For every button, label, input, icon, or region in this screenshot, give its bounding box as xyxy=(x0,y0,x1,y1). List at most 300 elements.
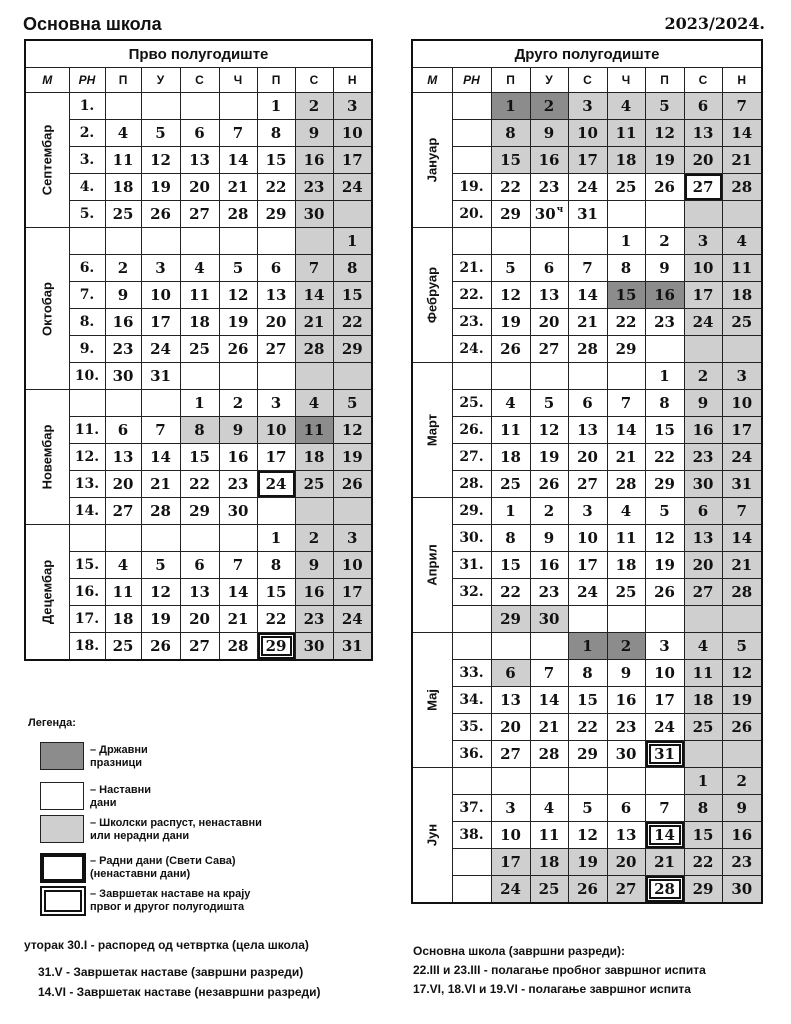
week-row xyxy=(412,606,762,633)
day-number: 18 xyxy=(112,610,134,628)
day-cell xyxy=(645,552,684,579)
week-number xyxy=(69,228,105,255)
day-cell xyxy=(491,768,530,795)
day-number: 9 xyxy=(697,394,709,412)
day-number: 17 xyxy=(341,151,363,169)
note-left-2: 31.V - Завршетак наставе (завршни разреди) xyxy=(38,965,304,979)
day-number: 23 xyxy=(692,448,714,466)
week-row xyxy=(412,93,762,120)
day-number: 9 xyxy=(543,529,555,547)
day-number: 7 xyxy=(543,664,555,682)
day-cell xyxy=(491,714,530,741)
week-row xyxy=(412,363,762,390)
day-number: 8 xyxy=(505,124,516,142)
day-number: 12 xyxy=(150,151,171,169)
day-number: 13 xyxy=(500,691,521,709)
legend-title: Легенда: xyxy=(28,717,76,729)
day-number: 3 xyxy=(582,502,593,520)
day-cell xyxy=(530,363,568,390)
day-cell xyxy=(722,795,762,822)
day-number: 2 xyxy=(697,367,709,385)
day-number: 31 xyxy=(341,637,363,655)
day-cell xyxy=(257,174,295,201)
day-cell xyxy=(645,795,684,822)
day-number: 27 xyxy=(615,880,637,898)
month-label xyxy=(412,768,452,904)
day-cell xyxy=(645,390,684,417)
day-number: 27 xyxy=(538,340,560,358)
day-number: 17 xyxy=(265,448,287,466)
day-cell xyxy=(257,336,295,363)
day-number: 11 xyxy=(615,124,637,142)
day-number: 1 xyxy=(270,529,282,547)
school-title: Основна школа xyxy=(23,14,162,34)
week-row xyxy=(25,444,372,471)
day-number: 25 xyxy=(731,313,753,331)
day-number: 3 xyxy=(736,367,747,385)
day-cell xyxy=(105,309,141,336)
day-cell xyxy=(568,552,607,579)
day-cell xyxy=(105,147,141,174)
day-cell xyxy=(568,309,607,336)
day-number: 7 xyxy=(582,259,593,277)
day-number: 16 xyxy=(303,583,325,601)
day-cell xyxy=(568,579,607,606)
day-cell xyxy=(491,498,530,525)
day-number: 12 xyxy=(731,664,753,682)
day-number: 4 xyxy=(697,637,709,655)
day-cell xyxy=(105,633,141,661)
day-cell xyxy=(333,552,372,579)
day-number: 2 xyxy=(620,637,632,655)
day-cell xyxy=(219,498,257,525)
week-row xyxy=(412,525,762,552)
day-number: 22 xyxy=(265,610,287,628)
day-cell xyxy=(722,201,762,228)
day-cell xyxy=(219,579,257,606)
legend-text xyxy=(90,744,148,770)
day-number: 30 xyxy=(615,745,637,763)
day-number: 16 xyxy=(731,826,753,844)
day-cell xyxy=(180,282,219,309)
day-number: 5 xyxy=(659,97,670,115)
week-row xyxy=(412,417,762,444)
day-cell xyxy=(295,498,333,525)
day-cell xyxy=(607,525,645,552)
day-number: 7 xyxy=(659,799,670,817)
day-cell xyxy=(333,606,372,633)
day-cell xyxy=(333,147,372,174)
day-cell xyxy=(645,363,684,390)
day-cell xyxy=(295,525,333,552)
day-cell xyxy=(645,444,684,471)
day-number: 13 xyxy=(692,124,714,142)
week-number: 38. xyxy=(452,822,491,849)
day-cell xyxy=(722,525,762,552)
day-cell xyxy=(180,255,219,282)
day-cell xyxy=(180,201,219,228)
week-row xyxy=(412,255,762,282)
day-cell xyxy=(645,660,684,687)
day-cell xyxy=(530,849,568,876)
week-number: 12. xyxy=(69,444,105,471)
day-cell xyxy=(180,417,219,444)
day-number: 9 xyxy=(659,259,670,277)
day-number: 22 xyxy=(692,853,714,871)
day-cell xyxy=(684,822,722,849)
day-cell xyxy=(257,633,295,661)
day-cell xyxy=(607,201,645,228)
day-cell xyxy=(530,687,568,714)
day-cell xyxy=(333,93,372,120)
day-number: 11 xyxy=(538,826,560,844)
week-number: 30. xyxy=(452,525,491,552)
day-number: 29 xyxy=(189,502,210,520)
day-cell xyxy=(684,363,722,390)
day-cell xyxy=(257,120,295,147)
day-number: 1 xyxy=(194,394,205,412)
day-cell xyxy=(645,282,684,309)
day-number: 2 xyxy=(736,772,747,790)
day-number: 8 xyxy=(582,664,593,682)
week-row xyxy=(412,390,762,417)
day-number: 5 xyxy=(736,637,747,655)
day-number: 30 xyxy=(538,610,560,628)
week-row xyxy=(412,201,762,228)
day-number: 19 xyxy=(654,151,675,169)
day-number: 6 xyxy=(697,502,709,520)
day-cell xyxy=(141,417,180,444)
day-cell xyxy=(684,687,722,714)
day-number: 23 xyxy=(538,583,560,601)
day-number: 24 xyxy=(341,178,363,196)
week-row xyxy=(25,525,372,552)
week-number xyxy=(452,876,491,904)
day-cell xyxy=(568,390,607,417)
day-number: 30 xyxy=(731,880,753,898)
day-number: 11 xyxy=(615,529,637,547)
day-cell xyxy=(491,471,530,498)
day-number: 20 xyxy=(265,313,287,331)
day-cell xyxy=(568,174,607,201)
day-number: 10 xyxy=(500,826,521,844)
day-number: 14 xyxy=(731,124,753,142)
month-name: Децембар xyxy=(39,559,55,625)
day-cell xyxy=(257,390,295,417)
week-number: 26. xyxy=(452,417,491,444)
week-number: 25. xyxy=(452,390,491,417)
day-number: 4 xyxy=(505,394,516,412)
day-cell xyxy=(141,606,180,633)
day-number: 24 xyxy=(731,448,753,466)
day-cell xyxy=(491,417,530,444)
day-cell xyxy=(607,282,645,309)
day-cell xyxy=(530,120,568,147)
day-cell xyxy=(568,282,607,309)
day-cell xyxy=(684,525,722,552)
column-header: С xyxy=(568,68,607,93)
week-number: 4. xyxy=(69,174,105,201)
day-cell xyxy=(607,228,645,255)
day-number: 16 xyxy=(303,151,325,169)
day-cell xyxy=(257,93,295,120)
day-number: 25 xyxy=(538,880,560,898)
day-cell xyxy=(295,255,333,282)
week-number: 14. xyxy=(69,498,105,525)
week-row xyxy=(412,309,762,336)
day-cell xyxy=(105,390,141,417)
week-row xyxy=(25,174,372,201)
day-number: 4 xyxy=(308,394,320,412)
day-number: 24 xyxy=(500,880,521,898)
day-cell xyxy=(491,687,530,714)
day-cell xyxy=(491,633,530,660)
day-cell xyxy=(141,579,180,606)
day-cell xyxy=(530,228,568,255)
day-cell xyxy=(105,282,141,309)
day-number: 24 xyxy=(577,178,598,196)
month-name: Јун xyxy=(424,823,440,847)
legend-swatch xyxy=(40,853,86,883)
day-number: 14 xyxy=(577,286,598,304)
day-number: 22 xyxy=(341,313,363,331)
week-row xyxy=(412,444,762,471)
day-cell xyxy=(722,633,762,660)
day-number: 5 xyxy=(347,394,358,412)
column-header: РН xyxy=(452,68,491,93)
day-cell xyxy=(607,849,645,876)
week-row xyxy=(412,714,762,741)
day-number: 12 xyxy=(538,421,560,439)
day-number: 26 xyxy=(500,340,521,358)
day-number: 1 xyxy=(620,232,632,250)
day-number: 13 xyxy=(189,151,210,169)
week-number xyxy=(452,228,491,255)
week-row xyxy=(25,606,372,633)
day-number: 1 xyxy=(505,502,516,520)
day-cell xyxy=(219,282,257,309)
week-row xyxy=(25,93,372,120)
month-name: Мај xyxy=(424,689,440,711)
day-cell xyxy=(141,255,180,282)
legend-text xyxy=(90,855,236,881)
day-number: 22 xyxy=(577,718,598,736)
day-number: 13 xyxy=(112,448,134,466)
day-cell xyxy=(684,174,722,201)
day-number: 29 xyxy=(500,205,521,223)
day-cell xyxy=(684,579,722,606)
legend-swatch xyxy=(40,782,84,810)
day-number: 17 xyxy=(341,583,363,601)
day-number: 24 xyxy=(654,718,675,736)
day-cell xyxy=(141,309,180,336)
day-cell xyxy=(491,282,530,309)
day-cell xyxy=(333,282,372,309)
day-number: 27 xyxy=(692,583,714,601)
day-cell xyxy=(684,390,722,417)
week-number: 19. xyxy=(452,174,491,201)
day-cell xyxy=(491,174,530,201)
day-cell xyxy=(568,660,607,687)
week-row xyxy=(25,282,372,309)
day-cell xyxy=(568,741,607,768)
day-number: 1 xyxy=(270,97,282,115)
day-number: 15 xyxy=(265,151,287,169)
week-row xyxy=(25,417,372,444)
day-number: 17 xyxy=(150,313,171,331)
day-number: 26 xyxy=(577,880,598,898)
day-number: 6 xyxy=(543,259,555,277)
week-number: 5. xyxy=(69,201,105,228)
week-number xyxy=(452,606,491,633)
column-header: П xyxy=(491,68,530,93)
day-number: 21 xyxy=(654,853,675,871)
column-header: С xyxy=(180,68,219,93)
day-cell xyxy=(257,363,295,390)
day-number: 5 xyxy=(505,259,516,277)
day-number: 7 xyxy=(232,124,244,142)
day-cell xyxy=(530,876,568,904)
day-cell xyxy=(141,228,180,255)
month-label xyxy=(412,363,452,498)
column-header-row xyxy=(412,68,762,93)
day-number: 21 xyxy=(303,313,325,331)
day-cell xyxy=(141,336,180,363)
day-number: 30 xyxy=(692,475,714,493)
day-cell xyxy=(295,201,333,228)
day-number: 12 xyxy=(577,826,598,844)
day-number: 8 xyxy=(697,799,709,817)
day-number: 5 xyxy=(155,556,166,574)
week-row xyxy=(25,363,372,390)
week-row xyxy=(412,147,762,174)
day-cell xyxy=(219,417,257,444)
day-cell xyxy=(180,228,219,255)
month-name: Јануар xyxy=(424,137,440,183)
week-row xyxy=(25,336,372,363)
day-cell xyxy=(568,147,607,174)
column-header: Ч xyxy=(219,68,257,93)
week-row xyxy=(25,255,372,282)
column-header: У xyxy=(530,68,568,93)
day-number: 23 xyxy=(615,718,637,736)
day-cell xyxy=(105,336,141,363)
day-number: 16 xyxy=(112,313,134,331)
note-right-1: Основна школа (завршни разреди): xyxy=(413,944,625,958)
day-number: 23 xyxy=(303,610,325,628)
day-cell xyxy=(219,120,257,147)
day-cell xyxy=(722,552,762,579)
day-number: 21 xyxy=(538,718,560,736)
day-cell xyxy=(530,795,568,822)
day-cell xyxy=(141,525,180,552)
day-cell xyxy=(491,363,530,390)
day-number: 7 xyxy=(736,97,747,115)
day-number: 28 xyxy=(150,502,171,520)
day-cell xyxy=(530,201,568,228)
day-number: 31 xyxy=(150,367,171,385)
day-number: 15 xyxy=(265,583,287,601)
column-header: М xyxy=(25,68,69,93)
day-cell xyxy=(568,606,607,633)
day-number: 6 xyxy=(582,394,593,412)
week-row xyxy=(412,282,762,309)
day-cell xyxy=(530,714,568,741)
day-cell xyxy=(607,417,645,444)
week-number: 23. xyxy=(452,309,491,336)
week-number: 21. xyxy=(452,255,491,282)
day-number: 8 xyxy=(270,556,282,574)
day-cell xyxy=(722,363,762,390)
day-number: 29 xyxy=(577,745,598,763)
day-cell xyxy=(607,93,645,120)
day-number: 14 xyxy=(731,529,753,547)
day-number: 15 xyxy=(189,448,210,466)
day-number: 30 xyxy=(303,637,325,655)
day-number: 17 xyxy=(577,556,598,574)
day-cell xyxy=(105,174,141,201)
day-cell xyxy=(607,390,645,417)
day-number: 12 xyxy=(654,124,675,142)
month-label xyxy=(25,390,69,525)
day-number: 20 xyxy=(189,610,210,628)
day-cell xyxy=(722,822,762,849)
day-cell xyxy=(607,579,645,606)
day-cell xyxy=(257,147,295,174)
legend-swatch xyxy=(40,742,84,770)
day-cell xyxy=(645,120,684,147)
day-number: 11 xyxy=(112,583,134,601)
day-number: 11 xyxy=(189,286,210,304)
day-cell xyxy=(219,336,257,363)
day-cell xyxy=(491,444,530,471)
day-number: 12 xyxy=(341,421,363,439)
day-cell xyxy=(180,93,219,120)
day-number: 18 xyxy=(731,286,753,304)
day-number: 21 xyxy=(731,151,753,169)
day-cell xyxy=(568,768,607,795)
day-number: 12 xyxy=(654,529,675,547)
day-number: 3 xyxy=(347,97,358,115)
day-cell xyxy=(645,174,684,201)
day-number: 3 xyxy=(505,799,516,817)
day-cell xyxy=(141,552,180,579)
day-cell xyxy=(568,201,607,228)
day-number: 28 xyxy=(227,637,249,655)
day-number: 29 xyxy=(265,205,287,223)
day-cell xyxy=(530,768,568,795)
week-number: 35. xyxy=(452,714,491,741)
day-cell xyxy=(491,552,530,579)
day-cell xyxy=(530,282,568,309)
day-cell xyxy=(105,579,141,606)
day-cell xyxy=(141,390,180,417)
week-row xyxy=(25,390,372,417)
day-number: 26 xyxy=(341,475,363,493)
day-number: 6 xyxy=(697,97,709,115)
day-cell xyxy=(530,390,568,417)
day-cell xyxy=(722,309,762,336)
day-number: 25 xyxy=(112,637,134,655)
week-number: 11. xyxy=(69,417,105,444)
day-number: 10 xyxy=(692,259,714,277)
day-number: 14 xyxy=(227,583,249,601)
week-number: 2. xyxy=(69,120,105,147)
day-number: 20 xyxy=(692,151,714,169)
day-number: 29 xyxy=(341,340,363,358)
day-number: 25 xyxy=(615,583,637,601)
week-row xyxy=(412,579,762,606)
